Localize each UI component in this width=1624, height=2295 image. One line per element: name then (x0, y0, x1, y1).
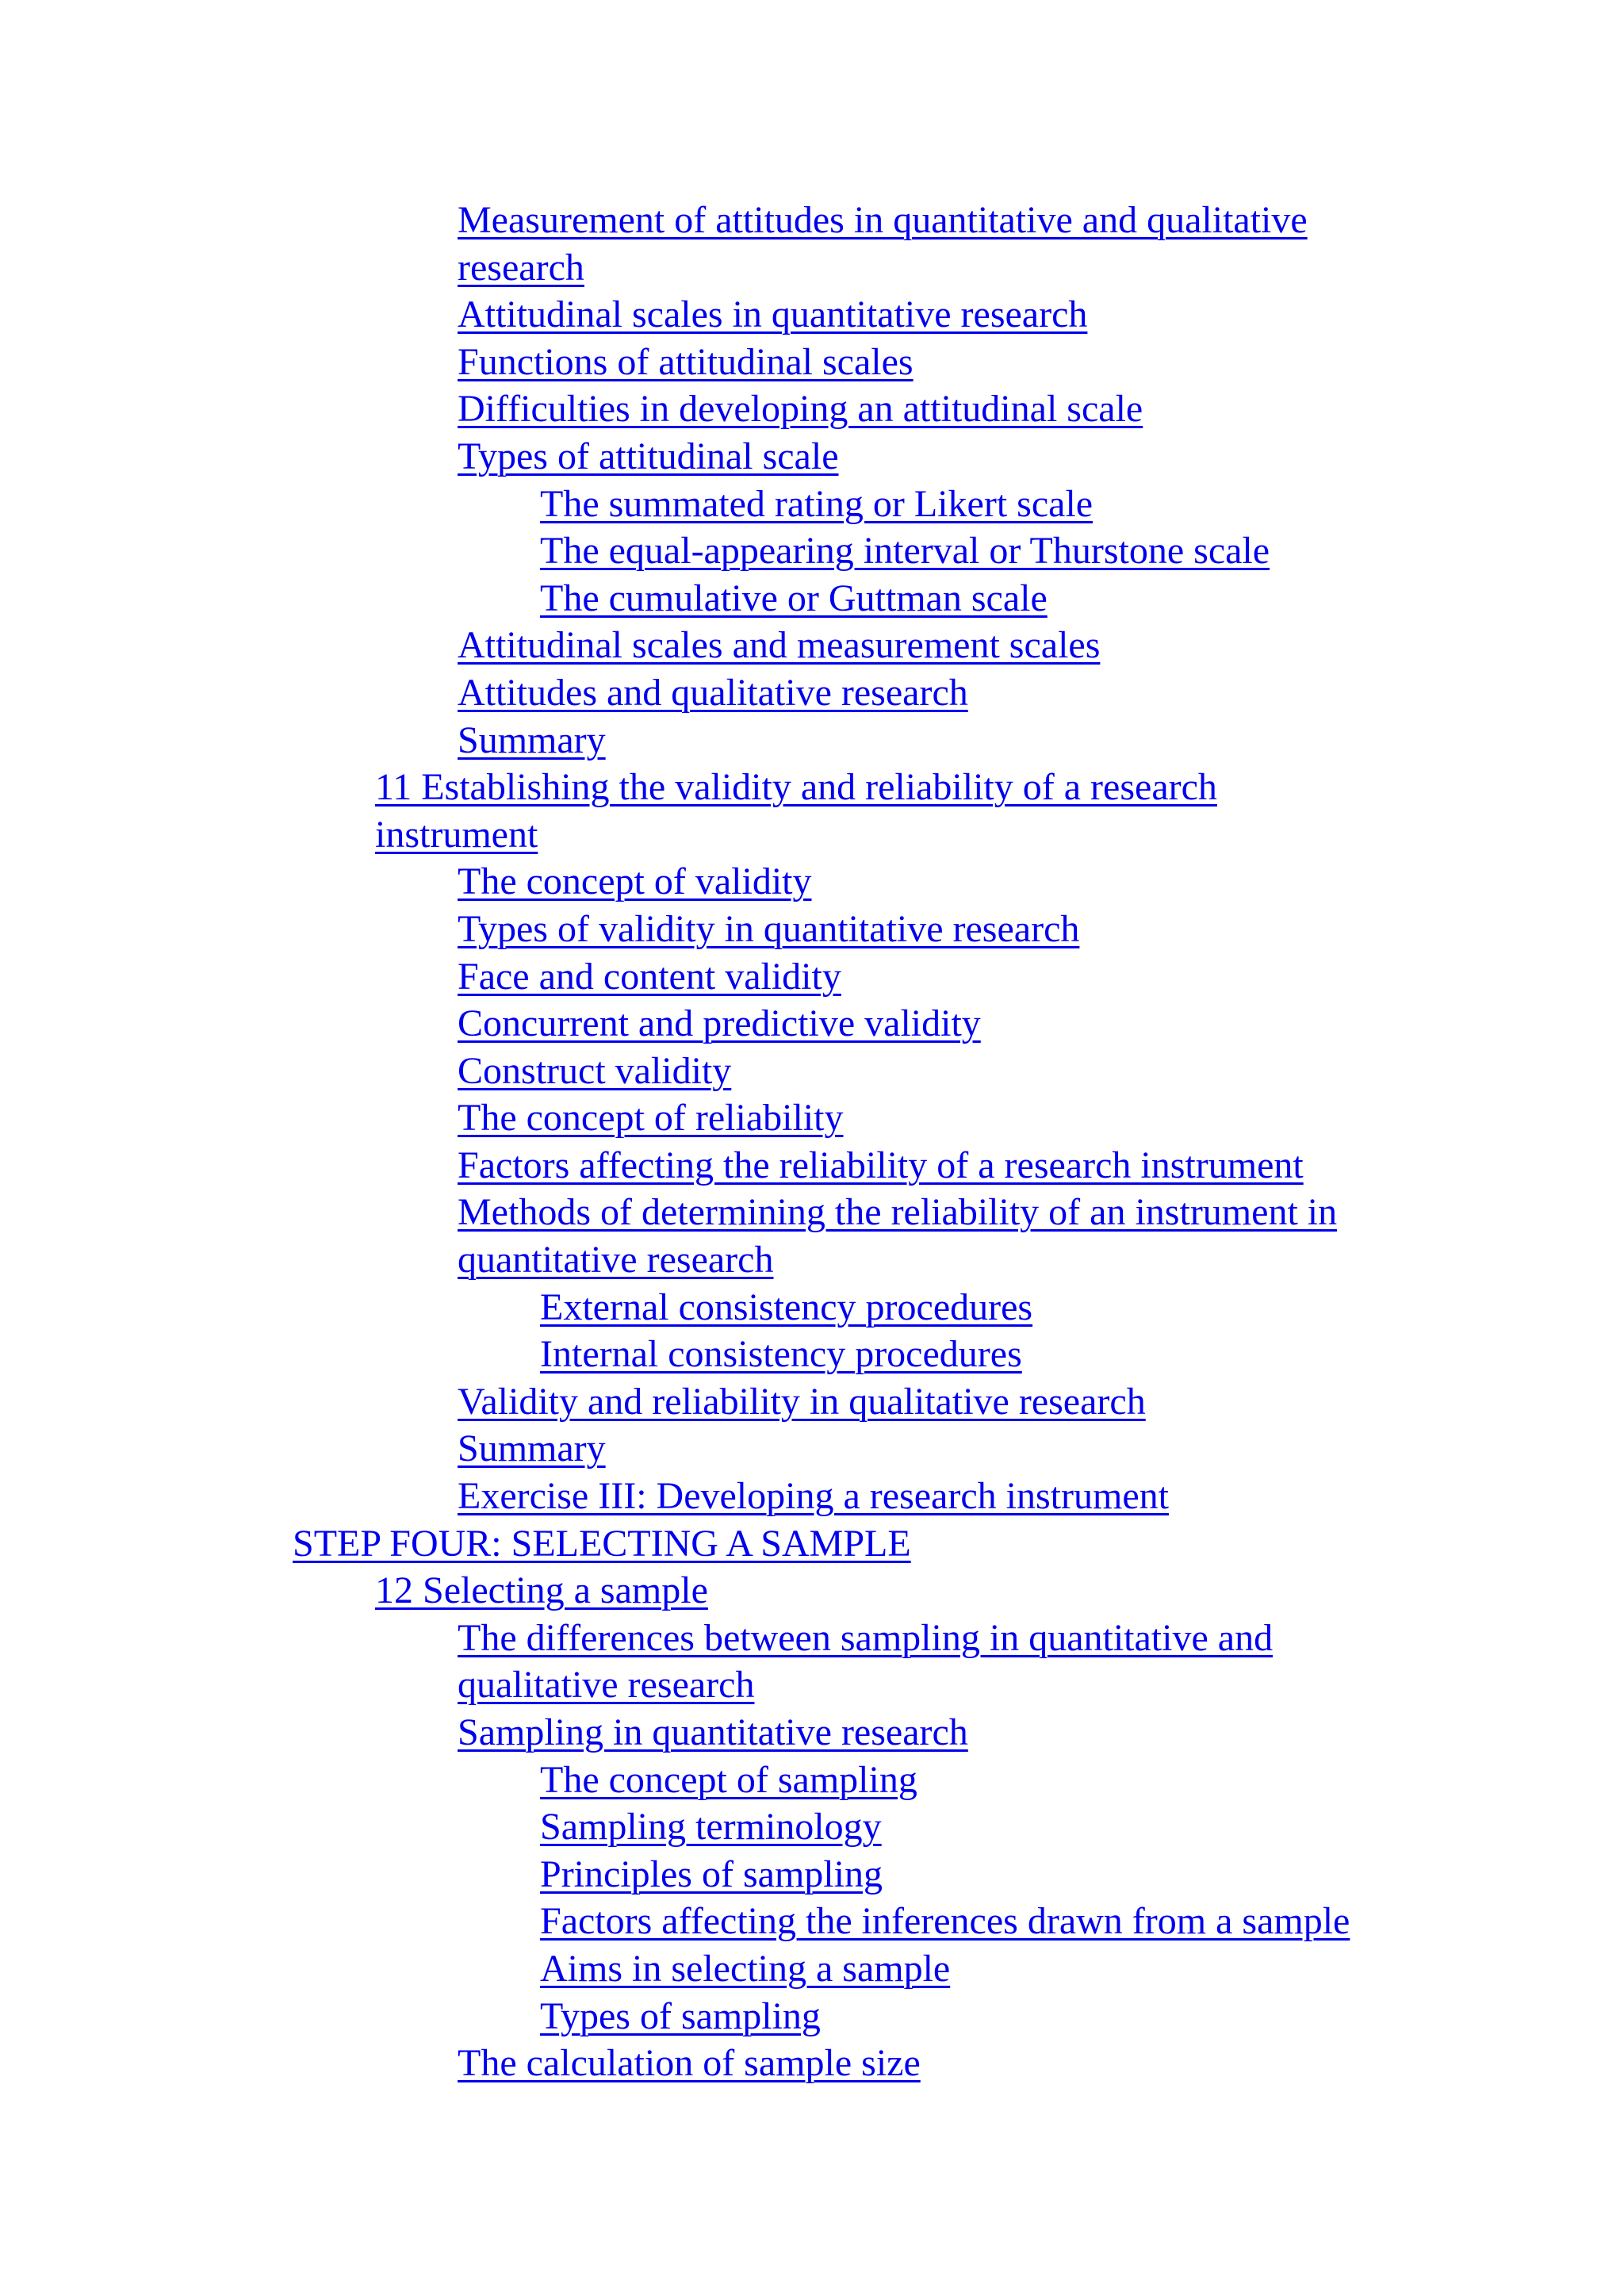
toc-link[interactable]: Factors affecting the reliability of a research instrument (458, 1144, 1304, 1186)
table-of-contents (0, 197, 1624, 2087)
toc-entry (0, 481, 1624, 528)
toc-entry (0, 385, 1624, 433)
toc-entry (0, 1331, 1624, 1378)
toc-link[interactable]: Validity and reliability in qualitative research (458, 1380, 1146, 1423)
toc-link[interactable]: Methods of determining the reliability of an instrument in quantitative research (458, 1191, 1338, 1282)
toc-link[interactable]: The calculation of sample size (458, 2042, 921, 2085)
toc-link[interactable]: 11 Establishing the validity and reliability of a research instrument (375, 766, 1217, 856)
toc-link[interactable]: The cumulative or Guttman scale (540, 577, 1048, 619)
toc-entry (0, 858, 1624, 906)
toc-entry (0, 339, 1624, 386)
toc-link[interactable]: The differences between sampling in quantitative and qualitative research (458, 1616, 1274, 1707)
toc-link[interactable]: STEP FOUR: SELECTING A SAMPLE (293, 1522, 911, 1565)
toc-link[interactable]: The summated rating or Likert scale (540, 482, 1094, 525)
toc-entry (0, 1757, 1624, 1804)
toc-link[interactable]: Attitudinal scales in quantitative research (458, 293, 1088, 336)
toc-link[interactable]: 12 Selecting a sample (375, 1569, 708, 1612)
toc-link[interactable]: Summary (458, 1427, 606, 1470)
toc-entry (0, 622, 1624, 669)
toc-entry (0, 575, 1624, 623)
toc-entry (0, 433, 1624, 481)
toc-entry (0, 1851, 1624, 1898)
toc-entry (0, 2040, 1624, 2087)
toc-link[interactable]: Measurement of attitudes in quantitative and qualitative research (458, 199, 1308, 289)
toc-entry (0, 1803, 1624, 1851)
toc-entry (0, 1945, 1624, 1993)
toc-entry (0, 1520, 1624, 1568)
toc-link[interactable]: Factors affecting the inferences drawn from a sample (540, 1900, 1350, 1943)
toc-entry (0, 1473, 1624, 1520)
toc-entry (0, 1189, 1624, 1283)
toc-link[interactable]: The equal-appearing interval or Thurstone scale (540, 530, 1270, 573)
toc-entry (0, 197, 1624, 291)
toc-entry (0, 1993, 1624, 2040)
toc-link[interactable]: Sampling terminology (540, 1806, 882, 1849)
toc-entry (0, 1378, 1624, 1426)
toc-link[interactable]: Types of sampling (540, 1994, 821, 2037)
toc-link[interactable]: Internal consistency procedures (540, 1333, 1022, 1376)
toc-entry (0, 1425, 1624, 1473)
toc-entry (0, 953, 1624, 1001)
toc-link[interactable]: Principles of sampling (540, 1852, 883, 1895)
toc-link[interactable]: Exercise III: Developing a research instrument (458, 1475, 1169, 1518)
toc-entry (0, 1615, 1624, 1709)
toc-link[interactable]: Sampling in quantitative research (458, 1711, 968, 1753)
toc-entry (0, 527, 1624, 575)
toc-link[interactable]: The concept of validity (458, 860, 812, 903)
toc-link[interactable]: Functions of attitudinal scales (458, 340, 914, 383)
toc-entry (0, 717, 1624, 764)
toc-link[interactable]: Concurrent and predictive validity (458, 1002, 981, 1045)
toc-entry (0, 764, 1624, 858)
toc-link[interactable]: The concept of sampling (540, 1758, 917, 1801)
toc-entry (0, 291, 1624, 339)
toc-link[interactable]: External consistency procedures (540, 1285, 1033, 1328)
toc-entry (0, 1898, 1624, 1945)
toc-link[interactable]: Attitudes and qualitative research (458, 671, 968, 714)
toc-entry (0, 906, 1624, 953)
toc-entry (0, 1284, 1624, 1331)
toc-entry (0, 1048, 1624, 1095)
toc-entry (0, 1000, 1624, 1048)
toc-link[interactable]: Difficulties in developing an attitudinal scale (458, 388, 1143, 431)
toc-link[interactable]: The concept of reliability (458, 1097, 844, 1140)
toc-entry (0, 1142, 1624, 1190)
toc-link[interactable]: Aims in selecting a sample (540, 1947, 951, 1990)
toc-link[interactable]: Face and content validity (458, 955, 841, 998)
toc-link[interactable]: Types of validity in quantitative research (458, 907, 1080, 950)
toc-entry (0, 1094, 1624, 1142)
toc-entry (0, 669, 1624, 717)
toc-entry (0, 1709, 1624, 1757)
toc-link[interactable]: Construct validity (458, 1049, 732, 1092)
toc-link[interactable]: Types of attitudinal scale (458, 435, 839, 477)
toc-entry (0, 1567, 1624, 1615)
toc-link[interactable]: Attitudinal scales and measurement scales (458, 624, 1101, 667)
toc-link[interactable]: Summary (458, 718, 606, 761)
